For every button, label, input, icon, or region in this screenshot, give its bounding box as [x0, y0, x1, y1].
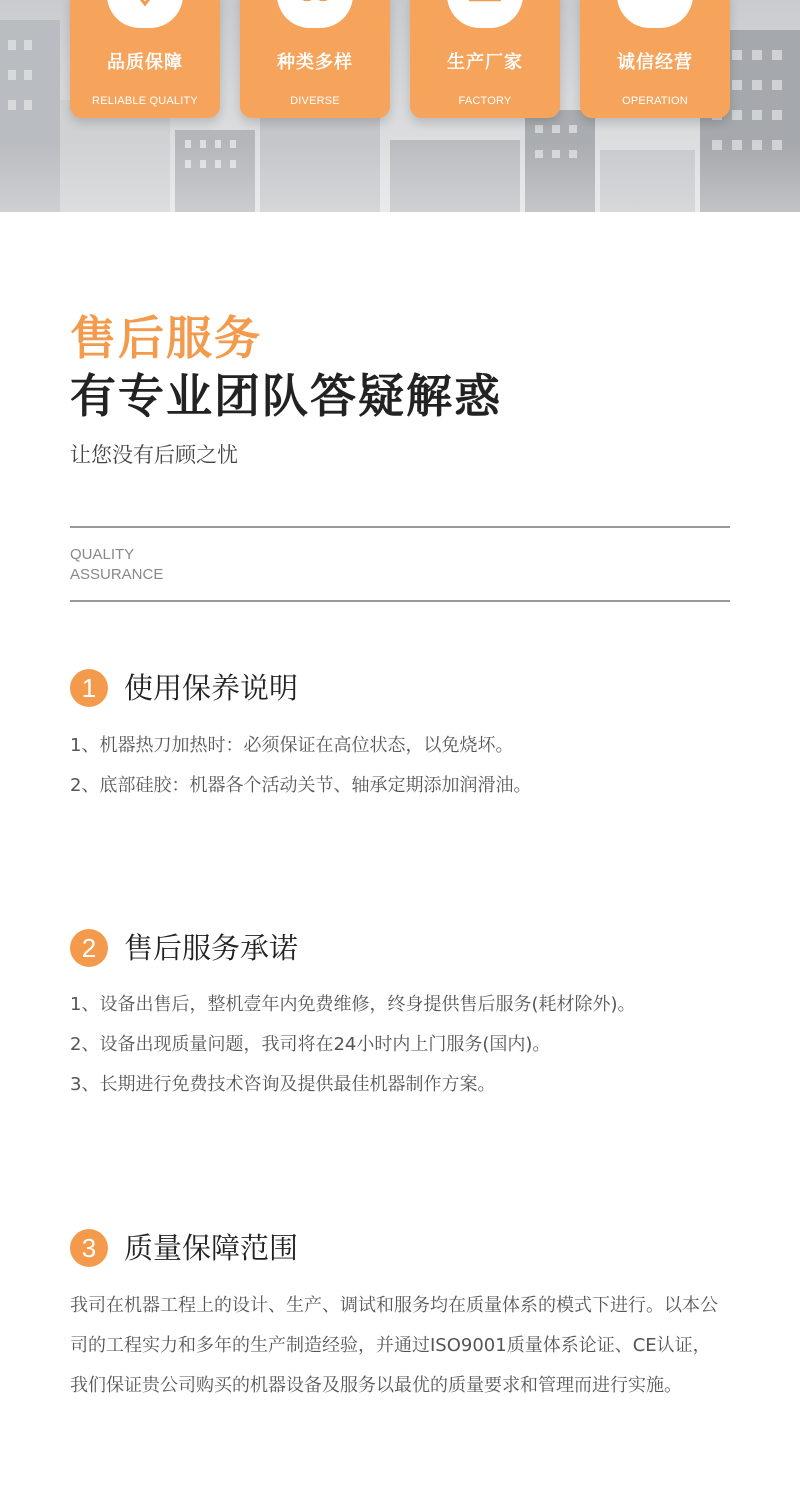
list-item: 1、设备出售后，整机壹年内免费维修，终身提供售后服务(耗材除外)。: [70, 994, 636, 1015]
feature-card-diverse: [240, 0, 390, 118]
feature-subtitle: DIVERSE: [290, 95, 340, 107]
divider-bottom: [70, 600, 730, 602]
list-item: 2、设备出现质量问题，我司将在24小时内上门服务(国内)。: [70, 1034, 551, 1055]
divider-top: [70, 526, 730, 528]
section-title: 使用保养说明: [124, 671, 299, 705]
feature-icon-badge: [447, 0, 523, 28]
headline-subtitle: 让您没有后顾之忧: [70, 443, 238, 467]
feature-card-factory: [410, 0, 560, 118]
section-title: 售后服务承诺: [124, 931, 299, 965]
label-line-2: ASSURANCE: [70, 566, 164, 583]
feature-subtitle: OPERATION: [622, 95, 688, 107]
list-item: 2、底部硅胶：机器各个活动关节、轴承定期添加润滑油。: [70, 775, 532, 796]
section-number-badge: 2: [70, 929, 108, 967]
section-service-list: [70, 985, 730, 1105]
feature-icon-badge: [617, 0, 693, 28]
feature-icon-badge: [277, 0, 353, 28]
factory-icon: [465, 0, 505, 10]
handshake-icon: [635, 0, 675, 10]
section-number-badge: 3: [70, 1229, 108, 1267]
feature-card-operation: [580, 0, 730, 118]
feature-icon-badge: [107, 0, 183, 28]
feature-title: 种类多样: [277, 52, 353, 73]
headline-main: 有专业团队答疑解惑: [70, 369, 502, 423]
feature-subtitle: RELIABLE QUALITY: [92, 95, 198, 107]
hero-banner: [0, 0, 800, 212]
quality-assurance-label: [70, 545, 163, 585]
feature-subtitle: FACTORY: [458, 95, 512, 107]
list-item: 3、长期进行免费技术咨询及提供最佳机器制作方案。: [70, 1074, 496, 1095]
section-number-badge: 1: [70, 669, 108, 707]
feature-title: 生产厂家: [447, 52, 523, 73]
circles-icon: [295, 0, 335, 10]
feature-title: 品质保障: [107, 52, 183, 73]
section-usage-list: [70, 726, 730, 806]
diamond-icon: [125, 0, 165, 10]
list-item: 1、机器热刀加热时：必须保证在高位状态，以免烧坏。: [70, 735, 514, 756]
feature-title: 诚信经营: [617, 52, 693, 73]
label-line-1: QUALITY: [70, 546, 135, 563]
headline-accent: 售后服务: [70, 311, 262, 365]
section-quality-paragraph: 我司在机器工程上的设计、生产、调试和服务均在质量体系的模式下进行。以本公司的工程实力和多年的生产制造经验，并通过ISO9001质量体系论证、CE认证，我们保证贵公司购买的机器设备及服务以最优的质量要求和管理而进行实施。: [70, 1295, 718, 1396]
feature-card-quality: [70, 0, 220, 118]
hero-fade: [0, 142, 800, 212]
section-title: 质量保障范围: [124, 1231, 299, 1265]
